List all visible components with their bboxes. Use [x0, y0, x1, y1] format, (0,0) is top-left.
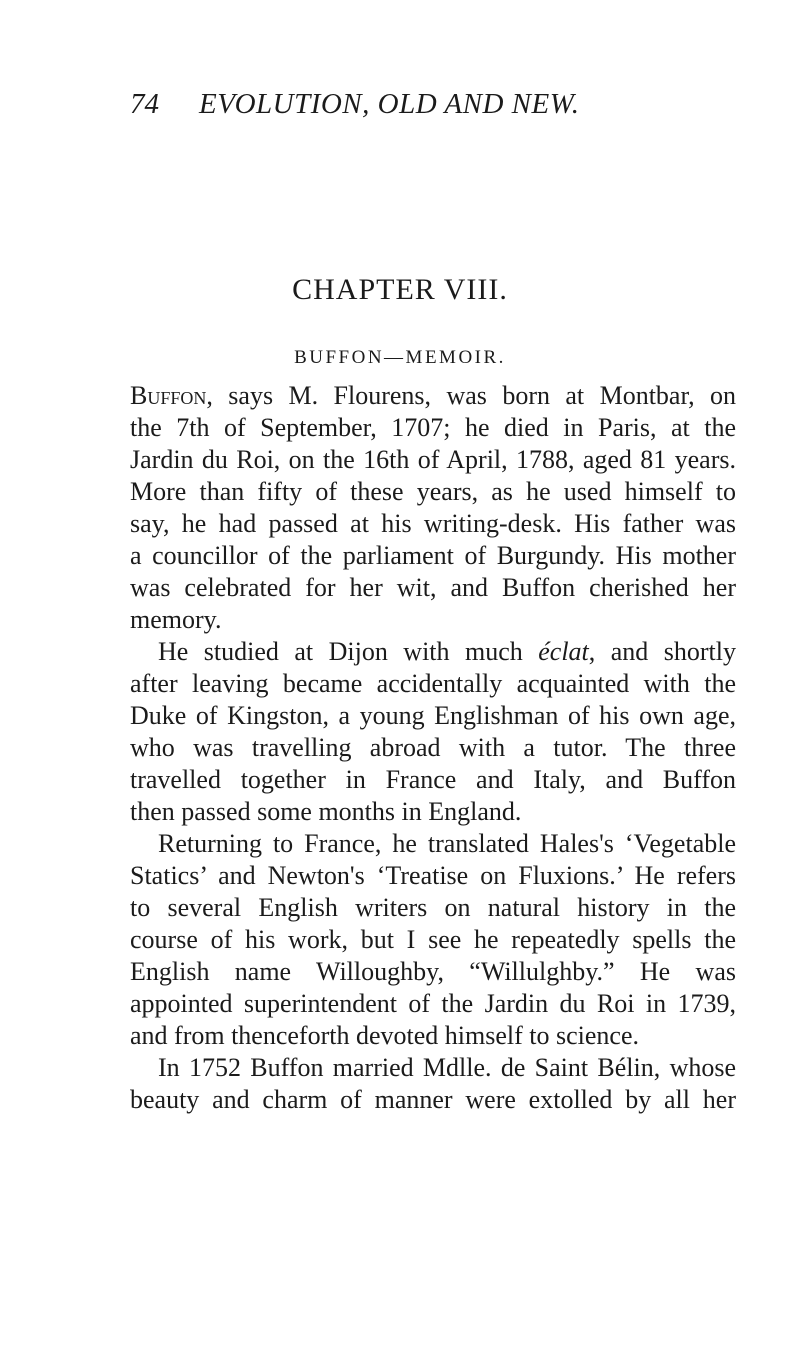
text-line [130, 636, 736, 668]
text-line: to several English writers on natural history in the [130, 893, 736, 922]
text-line: who was travelling abroad with a tutor. The three [130, 733, 736, 762]
text-line: a councillor of the parliament of Burgundy. His mother [130, 541, 736, 570]
section-title: BUFFON—MEMOIR. [294, 347, 506, 368]
text-line: memory. [130, 605, 222, 634]
drop-word: Buffon [130, 381, 207, 410]
text-line [130, 380, 736, 412]
text-line: say, he had passed at his writing-desk. His father was [130, 509, 736, 538]
text-line: More than fifty of these years, as he used himself to [130, 477, 736, 506]
text-line: the 7th of September, 1707; he died in Paris, at the [130, 413, 736, 442]
text-line: then passed some months in England. [130, 797, 522, 826]
body-text [130, 380, 736, 1116]
running-title: EVOLUTION, OLD AND NEW. [199, 88, 580, 120]
text-line: and from thenceforth devoted himself to science. [130, 1021, 639, 1050]
text-span: , and shortly [588, 637, 736, 666]
text-line: after leaving became accidentally acquainted with the [130, 669, 736, 698]
running-head [130, 84, 730, 124]
italic-word: éclat [538, 637, 589, 666]
page-number: 74 [130, 88, 159, 120]
text-line: English name Willoughby, “Willulghby.” He was [130, 957, 736, 986]
text-line: travelled together in France and Italy, and Buffon [130, 765, 736, 794]
chapter-title: CHAPTER VIII. [292, 273, 508, 306]
text-line: Statics’ and Newton's ‘Treatise on Fluxions.’ He refers [130, 861, 736, 890]
text-span: , says M. Flourens, was born at Montbar, on [206, 381, 736, 410]
text-line: was celebrated for her wit, and Buffon cherished her [130, 573, 736, 602]
text-line: In 1752 Buffon married Mdlle. de Saint Bélin, whose [158, 1053, 736, 1082]
text-line: Returning to France, he translated Hales's ‘Vegetable [158, 829, 736, 858]
text-span: He studied at Dijon with much [158, 637, 539, 666]
text-line: Duke of Kingston, a young Englishman of his own age, [130, 701, 736, 730]
text-line: appointed superintendent of the Jardin du Roi in 1739, [130, 989, 736, 1018]
text-line: Jardin du Roi, on the 16th of April, 1788, aged 81 years. [130, 445, 736, 474]
text-line: beauty and charm of manner were extolled by all her [130, 1085, 736, 1114]
text-line: course of his work, but I see he repeatedly spells the [130, 925, 736, 954]
